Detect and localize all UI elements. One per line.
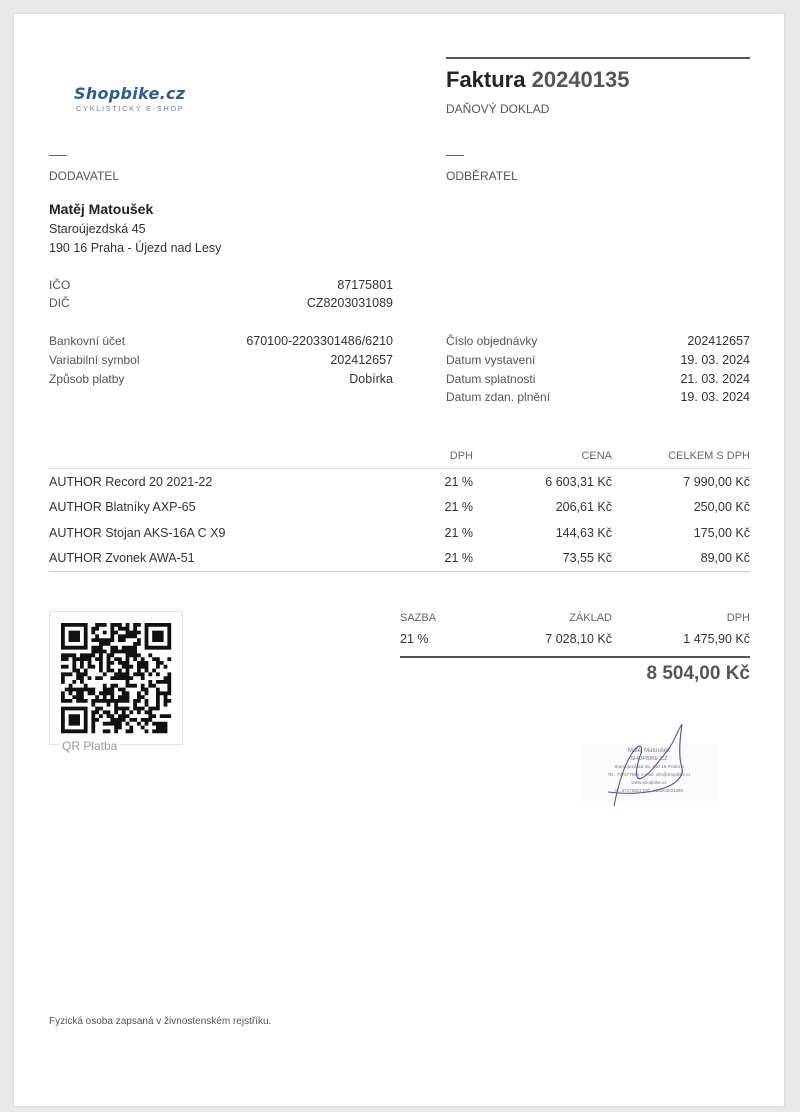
issued-label: Datum vystavení — [446, 353, 536, 367]
items-header-name — [49, 448, 369, 469]
invoice-number: 20240135 — [531, 67, 630, 92]
vat-header-rate: SAZBA — [400, 612, 437, 624]
item-total: 7 990,00 Kč — [683, 474, 750, 489]
payment-value: Dobírka — [349, 372, 393, 386]
vat-header-vat: DPH — [726, 612, 750, 624]
item-vat: 21 % — [369, 546, 473, 572]
payment-label: Způsob platby — [49, 372, 125, 386]
svg-text:SHOPBIKE.CZ: SHOPBIKE.CZ — [630, 756, 668, 762]
vat-base: 7 028,10 Kč — [545, 632, 612, 646]
ico-label: IČO — [49, 278, 71, 292]
vat-amount: 1 475,90 Kč — [683, 632, 750, 646]
vat-rate: 21 % — [400, 632, 429, 646]
footer-note: Fyzická osoba zapsaná v živnostenském rejstříku. — [49, 1016, 272, 1027]
order-label: Číslo objednávky — [446, 334, 538, 348]
item-price: 144,63 Kč — [555, 525, 612, 540]
invoice-title — [446, 67, 630, 93]
svg-text:Tel.: 777277589, e-mail: info@: Tel.: 777277589, e-mail: info@shopbike.cz — [607, 772, 691, 777]
table-row — [49, 495, 750, 521]
svg-text:Matěj Matoušek: Matěj Matoušek — [627, 748, 671, 754]
vat-header-base: ZÁKLAD — [569, 612, 612, 624]
item-price: 6 603,31 Kč — [545, 474, 612, 489]
supplier-city: 190 16 Praha - Újezd nad Lesy — [49, 241, 222, 255]
taxdate-label: Datum zdan. plnění — [446, 390, 551, 404]
order-value: 202412657 — [687, 334, 750, 348]
invoice-subtitle: DAŇOVÝ DOKLAD — [446, 102, 550, 116]
supplier-name: Matěj Matoušek — [49, 201, 154, 217]
vs-label: Variabilní symbol — [49, 353, 140, 367]
items-header-price: CENA — [473, 448, 612, 469]
dic-label: DIČ — [49, 296, 70, 310]
issued-value: 19. 03. 2024 — [680, 353, 750, 367]
logo-tagline: CYKLISTICKÝ E-SHOP — [76, 104, 185, 113]
qr-code-icon — [50, 612, 182, 744]
items-header-row — [49, 448, 750, 469]
vat-summary-table — [400, 612, 750, 654]
bank-label: Bankovní účet — [49, 334, 126, 348]
item-total: 175,00 Kč — [693, 525, 750, 540]
invoice-total: 8 504,00 Kč — [646, 663, 750, 684]
table-row — [49, 469, 750, 495]
item-price: 206,61 Kč — [555, 500, 612, 515]
ico-value: 87175801 — [337, 278, 393, 292]
vs-value: 202412657 — [330, 353, 393, 367]
qr-payment-code[interactable] — [49, 611, 183, 745]
table-row — [49, 520, 750, 546]
items-header-total: CELKEM S DPH — [612, 448, 750, 469]
qr-label: QR Platba — [62, 739, 118, 753]
customer-dash — [446, 155, 464, 156]
svg-text:IČ: 87175801 DIČ: CZ8203031089: IČ: 87175801 DIČ: CZ8203031089 — [615, 788, 683, 793]
supplier-street: Staroújezdská 45 — [49, 222, 146, 236]
item-total: 250,00 Kč — [693, 500, 750, 515]
logo-name: Shopbike.cz — [74, 84, 186, 103]
item-price: 73,55 Kč — [473, 546, 612, 572]
shop-logo — [74, 84, 185, 113]
svg-text:www.shopbike.cz: www.shopbike.cz — [631, 780, 667, 785]
item-name: AUTHOR Stojan AKS-16A C X9 — [49, 525, 226, 540]
qr-modules — [61, 623, 171, 733]
supplier-dash — [49, 155, 67, 156]
due-value: 21. 03. 2024 — [680, 372, 750, 386]
svg-text:Staroújezdská 45, 190 16 Praha: Staroújezdská 45, 190 16 Praha 9 — [614, 764, 684, 769]
taxdate-value: 19. 03. 2024 — [680, 390, 750, 404]
bank-value: 670100-2203301486/6210 — [246, 334, 393, 348]
supplier-heading: DODAVATEL — [49, 169, 120, 183]
total-divider — [400, 656, 750, 658]
item-name: AUTHOR Record 20 2021-22 — [49, 474, 213, 489]
due-label: Datum splatnosti — [446, 372, 536, 386]
item-vat: 21 % — [444, 500, 473, 515]
item-vat: 21 % — [444, 525, 473, 540]
dic-value: CZ8203031089 — [306, 296, 393, 310]
signature-stamp — [578, 722, 740, 810]
table-row — [49, 546, 750, 572]
item-total: 89,00 Kč — [612, 546, 750, 572]
items-header-vat: DPH — [369, 448, 473, 469]
vat-header-row — [400, 612, 750, 632]
customer-heading: ODBĚRATEL — [446, 169, 518, 183]
invoice-title-word: Faktura — [446, 67, 526, 92]
vat-row — [400, 632, 750, 654]
item-name: AUTHOR Blatníky AXP-65 — [49, 500, 196, 515]
item-vat: 21 % — [444, 474, 473, 489]
item-name: AUTHOR Zvonek AWA-51 — [49, 546, 369, 572]
title-divider — [446, 57, 750, 59]
items-table — [49, 448, 750, 572]
